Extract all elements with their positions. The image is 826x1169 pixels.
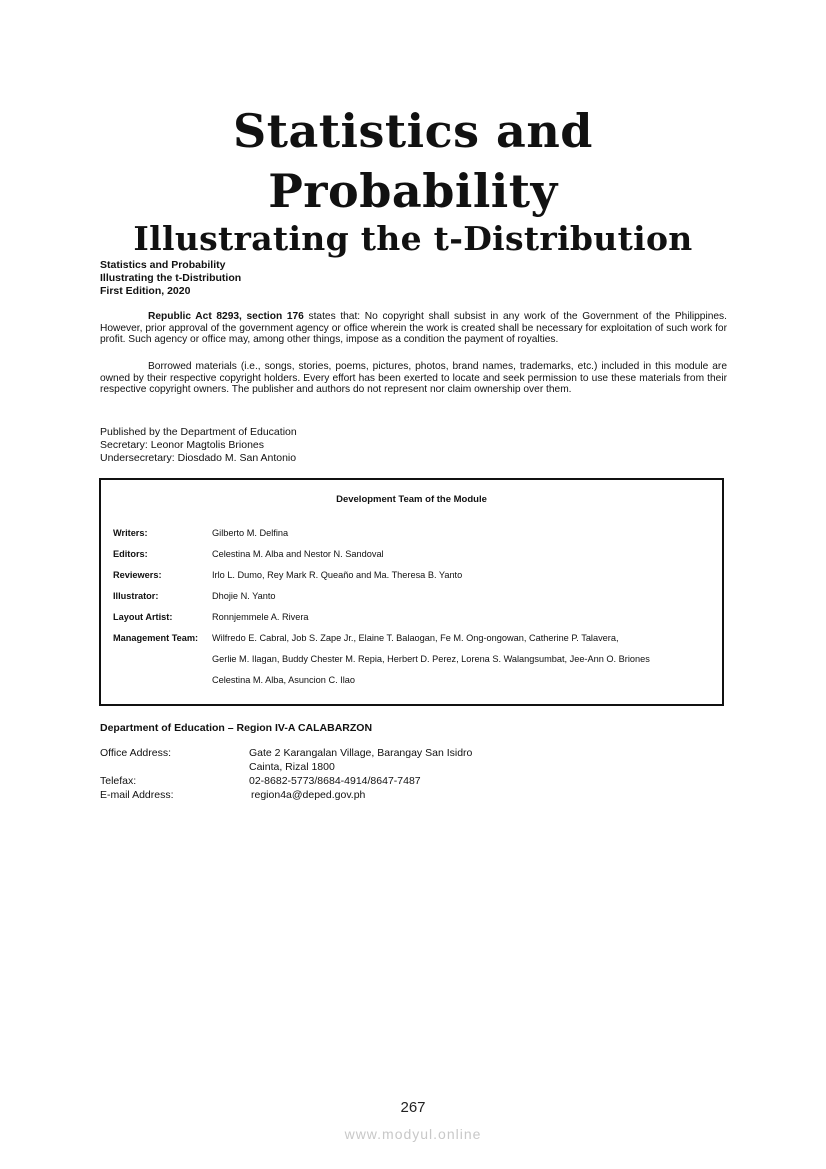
dev-label: Writers: [113,528,148,538]
dev-label: Management Team: [113,633,199,643]
dev-value: Celestina M. Alba, Asuncion C. Ilao [212,675,355,685]
undersecretary: Undersecretary: Diosdado M. San Antonio [100,452,297,464]
office-address-line2: Cainta, Rizal 1800 [249,761,335,773]
page-number: 267 [400,1099,426,1116]
title-line-2: Probability [268,164,558,218]
dev-value: Irlo L. Dumo, Rey Mark R. Queaño and Ma. Theresa B. Yanto [212,570,463,580]
module-title: Illustrating the t-Distribution [133,219,693,258]
copyright-paragraph [100,311,727,346]
telefax-value: 02-8682-5773/8684-4914/8647-7487 [249,775,421,787]
dev-label: Layout Artist: [113,612,173,622]
republic-act-ref: Republic Act 8293, section 176 [148,311,304,322]
dev-team-heading: Development Team of the Module [336,494,487,505]
watermark-link[interactable]: www.modyul.online [344,1126,482,1142]
dev-value: Celestina M. Alba and Nestor N. Sandoval [212,549,384,559]
dev-value: Wilfredo E. Cabral, Job S. Zape Jr., Elaine T. Balaogan, Fe M. Ong-ongowan, Catherine P. Talavera, [212,633,619,643]
meta-module: Illustrating the t-Distribution [100,272,242,284]
office-address-line1: Gate 2 Karangalan Village, Barangay San Isidro [249,747,473,759]
dev-value: Ronnjemmele A. Rivera [212,612,309,622]
office-address-label: Office Address: [100,747,172,759]
secretary: Secretary: Leonor Magtolis Briones [100,439,264,451]
dev-label: Reviewers: [113,570,162,580]
deped-region-title: Department of Education – Region IV-A CALABARZON [100,722,373,734]
dev-value: Gilberto M. Delfina [212,528,289,538]
telefax-label: Telefax: [100,775,137,787]
dev-label: Illustrator: [113,591,159,601]
borrowed-text: Borrowed materials (i.e., songs, stories, poems, pictures, photos, brand names, trademarks, etc.) included in this module are owned by their respective copyright holders. Every effort has been exerted to locate and seek permission to use these materials from their respective copyright owners. The publisher and authors do not represent nor claim ownership over them. [100,361,727,395]
dev-label: Editors: [113,549,148,559]
title-line-1: Statistics and [233,104,593,158]
copyright-text: states that: No copyright shall subsist in any work of the Government of the Philippines. However, prior approval of the government agency or office wherein the work is created shall be necessary for exploitation of such work for profit. Such agency or office may, among other things, impose as a condition the payment of royalties. [100,311,727,345]
email-label: E-mail Address: [100,789,174,801]
dev-value: Gerlie M. Ilagan, Buddy Chester M. Repia, Herbert D. Perez, Lorena S. Walangsumbat, Jee-Ann O. Briones [212,654,650,664]
borrowed-materials-paragraph [100,361,727,396]
edition-info [100,259,241,298]
meta-subject: Statistics and Probability [100,259,226,271]
email-value[interactable]: region4a@deped.gov.ph [251,789,366,801]
meta-edition: First Edition, 2020 [100,285,191,297]
development-team-box [99,478,724,706]
publisher-info [100,426,297,465]
dev-value: Dhojie N. Yanto [212,591,276,601]
published-by: Published by the Department of Education [100,426,297,438]
